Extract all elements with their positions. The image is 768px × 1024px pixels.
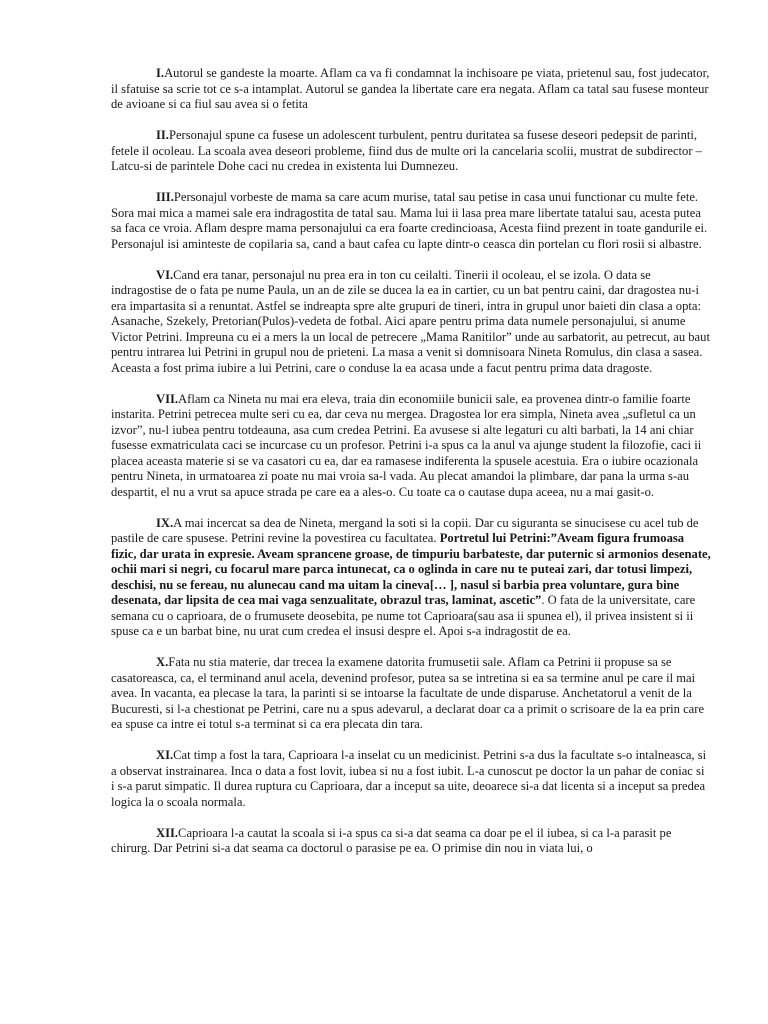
chapter-number: III. — [156, 190, 174, 204]
paragraph-2 — [111, 128, 711, 175]
paragraph-text: Cat timp a fost la tara, Caprioara l-a inselat cu un medicinist. Petrini s-a dus la facultate s-o intalneasca, si a observat instrainarea. Inca o data a fost lovit, iubea si nu a fost iubit. L-a cunoscut pe doctor la un pahar de coniac si i s-a parut simpatic. Il durea ruptura cu Caprioara, dar a inceput sa uite, deoarece si-a dat licenta si a inceput sa predea logica la o scoala normala. — [111, 748, 707, 809]
chapter-number: VII. — [156, 391, 179, 406]
chapter-number: I. — [156, 66, 165, 80]
paragraph-1 — [111, 66, 711, 113]
paragraph-3 — [111, 190, 711, 252]
paragraph-text: A mai incercat sa dea de Nineta, mergand la soti si la copii. Dar cu siguranta se sinucisese cu acel tub de pastile de care spusese. Petrini revine la povestirea cu facultatea. — [111, 515, 699, 545]
paragraph-text: Caprioara l-a cautat la scoala si i-a spus ca si-a dat seama ca doar pe el il iubea, si ca l-a parasit pe chirurg. Dar Petrini si-a dat seama ca doctorul o parasise pe ea. O primise din nou in viata lui, o — [111, 825, 672, 855]
paragraph-text: Autorul se gandeste la moarte. Aflam ca va fi condamnat la inchisoare pe viata, prietenul sau, fost judecator, il sfatuise sa scrie tot ce s-a intamplat. Autorul se gandea la libertate care era negata. Aflam ca tatal sau fusese monteur de avioane si ca fiul sau avea si o fetita — [111, 66, 710, 111]
paragraph-7 — [111, 655, 711, 733]
paragraph-9 — [111, 826, 711, 857]
paragraph-6 — [111, 516, 711, 640]
chapter-number: IX. — [156, 515, 174, 530]
paragraph-text: Aflam ca Nineta nu mai era eleva, traia din economiile bunicii sale, ea provenea dintr-o familie foarte instarita. Petrini petrecea multe seri cu ea, dar ceva nu mergea. Dragostea lor era simpla, Nineta avea „sufletul ca un izvor”, nu-l iubea pentru totdeauna, asa cum credea Petrini. Ea avusese si alte legaturi cu alti barbati, la 14 ani chiar fusesse exmatriculata caci se incurcase cu un profesor. Petrini i-a spus ca la anul va ajunge student la filozofie, caci ii placea aceasta materie si se va casatori cu ea, dar ea ramasese indiferenta la spusele acestuia. Era o iubire ocazionala pentru Nineta, in urmatoarea zi poate nu mai vroia sa-l vada. Au plecat amandoi la plimbare, dar pana la urma s-au despartit, el nu a vrut sa apuce strada pe care ea a ales-o. Cu toate ca o cautase dupa aceea, nu a mai gasit-o. — [111, 391, 702, 499]
document-body — [111, 66, 711, 872]
paragraph-8 — [111, 748, 711, 810]
paragraph-text: Fata nu stia materie, dar trecea la examene datorita frumusetii sale. Aflam ca Petrini ii propuse sa se casatoreasca, ca, el terminand anul acela, devenind profesor, putea sa se intretina si ea sa termine anul pe care il mai avea. In vacanta, ea plecase la tara, la parinti si se intoarse la facultate de unde disparuse. Anchetatorul a venit de la Bucuresti, si l-a chestionat pe Petrini, care nu a spus adevarul, a declarat doar ca a primit o scrisoare de la ea prin care ea spuse ca intre ei totul s-a terminat si ca era plecata din tara. — [111, 655, 705, 731]
paragraph-5 — [111, 392, 711, 501]
chapter-number: VI. — [156, 267, 174, 282]
paragraph-text: Cand era tanar, personajul nu prea era in ton cu ceilalti. Tinerii il ocoleau, el se izola. O data se indragostise de o fata pe nume Paula, un an de zile se ducea la ea in cartier, cu un bat pentru caini, dar dragostea nu-i era impartasita si a renuntat. Astfel se indreapta spre alte grupuri de tineri, intra in grupul unor baieti din clasa a opta: Asanache, Szekely, Pretorian(Pulos)-vedeta de fotbal. Aici apare pentru prima data numele personajului, si anume Victor Petrini. Impreuna cu ei a mers la un local de petrecere „Mama Ranitilor” unde au sarbatorit, au petrecut, au baut pentru intrarea lui Petrini in grupul nou de prieteni. La masa a venit si domnisoara Nineta Romulus, din clasa a sasea. Aceasta a fost prima iubire a lui Petrini, care o conduse la ea acasa unde a facut pentru prima data dragoste. — [111, 267, 710, 375]
paragraph-text-continued: . O fata de la universitate, care semana cu o caprioara, de o frumusete deosebita, pe nume tot Caprioara(sau asa ii spunea el), il privea insistent si ii spuse ca e un barbat bine, nu urat cum credea el insusi despre el. Apoi s-a indragostit de ea. — [111, 593, 696, 638]
chapter-number: XI. — [156, 748, 174, 762]
chapter-number: X. — [156, 655, 169, 669]
paragraph-4 — [111, 268, 711, 377]
chapter-number: II. — [156, 128, 169, 142]
paragraph-text: Personajul spune ca fusese un adolescent turbulent, pentru duritatea sa fusese deseori pedepsit de parinti, fetele il ocoleau. La scoala avea deseori probleme, fiind dus de multe ori la cancelaria scolii, mustrat de subdirector –Latcu-si de parintele Dohe caci nu credea in existenta lui Dumnezeu. — [111, 128, 702, 173]
paragraph-text: Personajul vorbeste de mama sa care acum murise, tatal sau petise in casa unui functionar cu multe fete. Sora mai mica a mamei sale era indragostita de tatal sau. Mama lui ii lasa prea mare libertate tatalui sau, acesta putea sa faca ce vroia. Aflam despre mama personajului ca era foarte credincioasa, Acesta fiind prezent in toate gandurile ei. Personajul isi aminteste de copilaria sa, cand a baut cafea cu lapte dintr-o ceasca din portelan cu flori rosii si albastre. — [111, 190, 708, 251]
portrait-quote: Portretul lui Petrini:”Aveam figura frumoasa fizic, dar urata in expresie. Aveam sprancene groase, de timpuriu barbateste, dar puternic si armonios desenate, ochii mari si negri, cu focarul mare parca intunecat, ca o oglinda in care nu te puteai zari, dar totusi limpezi, deschisi, nu se fereau, nu alunecau cand ma uitam la cineva[… ], nasul si barbia prea voluntare, gura bine desenata, dar lipsita de cea mai vaga senzualitate, obrazul tras, laminat, ascetic” — [111, 531, 711, 607]
chapter-number: XII. — [156, 825, 179, 840]
